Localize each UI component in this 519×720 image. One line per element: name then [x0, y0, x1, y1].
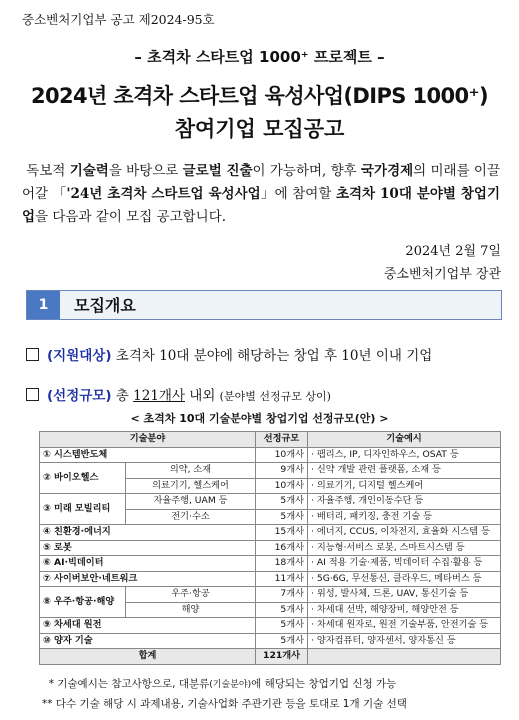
- item-label: (선정규모): [47, 388, 112, 404]
- subcategory-cell: 우주·항공: [126, 587, 256, 603]
- item-label: (지원대상): [47, 348, 112, 364]
- item-text: 초격차 10대 분야에 해당하는 창업 후 10년 이내 기업: [111, 348, 433, 364]
- example-cell: · 의료기기, 디지털 헬스케어: [308, 478, 501, 494]
- intro-text: 」에 참여할: [260, 186, 336, 202]
- header-field: 기술분야: [40, 432, 256, 448]
- table-total-row: [40, 649, 501, 665]
- checkbox-icon: [26, 388, 39, 401]
- count-cell: 7개사: [256, 587, 308, 603]
- footnote-text: ** 다수 기술 해당 시 과제내용, 기술사업화 주관기관 등을 토대로 1개 기술 선택: [42, 698, 407, 710]
- intro-emphasis: 초격차 10대 분야별 창업기업: [22, 186, 501, 225]
- count-cell: 18개사: [256, 556, 308, 572]
- table-row: [40, 447, 501, 463]
- intro-text: 이 가능하며, 향후: [252, 163, 361, 179]
- subcategory-cell: 전기·수소: [126, 509, 256, 525]
- intro-text: 을 바탕으로: [108, 163, 183, 179]
- category-cell: ⑨ 차세대 원전: [40, 618, 256, 634]
- selection-table: [39, 431, 501, 665]
- category-cell: ② 바이오헬스: [40, 463, 126, 494]
- item-count: 121개사: [133, 388, 185, 404]
- intro-paragraph: [22, 160, 500, 229]
- subcategory-cell: 자율주행, UAM 등: [126, 494, 256, 510]
- count-cell: 5개사: [256, 618, 308, 634]
- example-cell: · 배터리, 패키징, 충전 기술 등: [308, 509, 501, 525]
- total-blank-cell: [308, 649, 501, 665]
- notice-date: 2024년 2월 7일: [405, 244, 501, 259]
- total-label: 합계: [40, 649, 256, 665]
- footnote-1: [42, 676, 396, 691]
- example-cell: · AI 적용 기술·제품, 빅데이터 수집·활용 등: [308, 556, 501, 572]
- category-cell: ① 시스템반도체: [40, 447, 256, 463]
- category-cell: ⑥ AI·빅데이터: [40, 556, 256, 572]
- table-row: [40, 525, 501, 541]
- category-cell: ③ 미래 모빌리티: [40, 494, 126, 525]
- header-examples: 기술예시: [308, 432, 501, 448]
- subcategory-cell: 의료기기, 헬스케어: [126, 478, 256, 494]
- table-row: [40, 556, 501, 572]
- count-cell: 10개사: [256, 478, 308, 494]
- subcategory-cell: 해양: [126, 602, 256, 618]
- example-cell: · 5G·6G, 무선통신, 클라우드, 메타버스 등: [308, 571, 501, 587]
- example-cell: · 양자컴퓨터, 양자센서, 양자통신 등: [308, 633, 501, 649]
- intro-text: 의 미래를 이끌어갈 「: [22, 163, 501, 202]
- checkbox-icon: [26, 348, 39, 361]
- footnote-small: (기술분야): [209, 680, 252, 690]
- footnote-text: 에 해당되는 창업기업 신청 가능: [251, 678, 397, 690]
- category-cell: ⑩ 양자 기술: [40, 633, 256, 649]
- table-row: [40, 540, 501, 556]
- table-row: [40, 494, 501, 510]
- table-row: [40, 587, 501, 603]
- intro-emphasis: '24년 초격차 스타트업 육성사업: [66, 186, 261, 202]
- example-cell: · 지능형·서비스 로봇, 스마트시스템 등: [308, 540, 501, 556]
- item-note: (분야별 선정규모 상이): [219, 390, 331, 403]
- item-scale: [26, 384, 331, 404]
- intro-emphasis: 글로벌 진출: [182, 163, 253, 179]
- category-cell: ⑤ 로봇: [40, 540, 256, 556]
- intro-text: 을 다음과 같이 모집 공고합니다.: [35, 209, 227, 225]
- footnote-2: [42, 696, 407, 711]
- count-cell: 5개사: [256, 494, 308, 510]
- count-cell: 5개사: [256, 633, 308, 649]
- intro-emphasis: 기술력: [69, 163, 109, 179]
- count-cell: 10개사: [256, 447, 308, 463]
- project-subtitle: – 초격차 스타트업 1000⁺ 프로젝트 –: [134, 48, 385, 66]
- example-cell: · 신약 개발 관련 플랫폼, 소재 등: [308, 463, 501, 479]
- example-cell: · 차세대 원자로, 원전 기술부품, 안전기술 등: [308, 618, 501, 634]
- count-cell: 5개사: [256, 602, 308, 618]
- page-title: 2024년 초격차 스타트업 육성사업(DIPS 1000⁺): [30, 84, 488, 108]
- intro-emphasis: 국가경제: [361, 163, 414, 179]
- table-row: [40, 463, 501, 479]
- count-cell: 15개사: [256, 525, 308, 541]
- subcategory-cell: 의약, 소재: [126, 463, 256, 479]
- count-cell: 9개사: [256, 463, 308, 479]
- issuing-organization: 중소벤처기업부 장관: [383, 267, 501, 282]
- table-row: [40, 618, 501, 634]
- section-title: 모집개요: [74, 296, 136, 315]
- table-row: [40, 633, 501, 649]
- page-title-line2: 참여기업 모집공고: [174, 117, 345, 141]
- footnote-text: * 기술예시는 참고사항으로, 대분류: [48, 678, 210, 690]
- total-count: 121개사: [256, 649, 308, 665]
- example-cell: · 에너지, CCUS, 이차전지, 효율화 시스템 등: [308, 525, 501, 541]
- table-title: < 초격차 10대 기술분야별 창업기업 선정규모(안) >: [130, 412, 389, 425]
- item-text: 총: [111, 388, 134, 404]
- category-cell: ④ 친환경·에너지: [40, 525, 256, 541]
- notice-number: 중소벤처기업부 공고 제2024-95호: [22, 12, 215, 27]
- example-cell: · 팹리스, IP, 디자인하우스, OSAT 등: [308, 447, 501, 463]
- section-number: 1: [27, 291, 60, 319]
- example-cell: · 위성, 발사체, 드론, UAV, 통신기술 등: [308, 587, 501, 603]
- example-cell: · 차세대 선박, 해양장비, 해양안전 등: [308, 602, 501, 618]
- example-cell: · 자율주행, 개인이동수단 등: [308, 494, 501, 510]
- category-cell: ⑧ 우주·항공·해양: [40, 587, 126, 618]
- intro-text: 독보적: [26, 163, 70, 179]
- count-cell: 5개사: [256, 509, 308, 525]
- item-text: 내외: [185, 388, 220, 404]
- header-scale: 선정규모: [256, 432, 308, 448]
- item-eligibility: [26, 344, 432, 364]
- category-cell: ⑦ 사이버보안·네트워크: [40, 571, 256, 587]
- count-cell: 16개사: [256, 540, 308, 556]
- count-cell: 11개사: [256, 571, 308, 587]
- table-row: [40, 571, 501, 587]
